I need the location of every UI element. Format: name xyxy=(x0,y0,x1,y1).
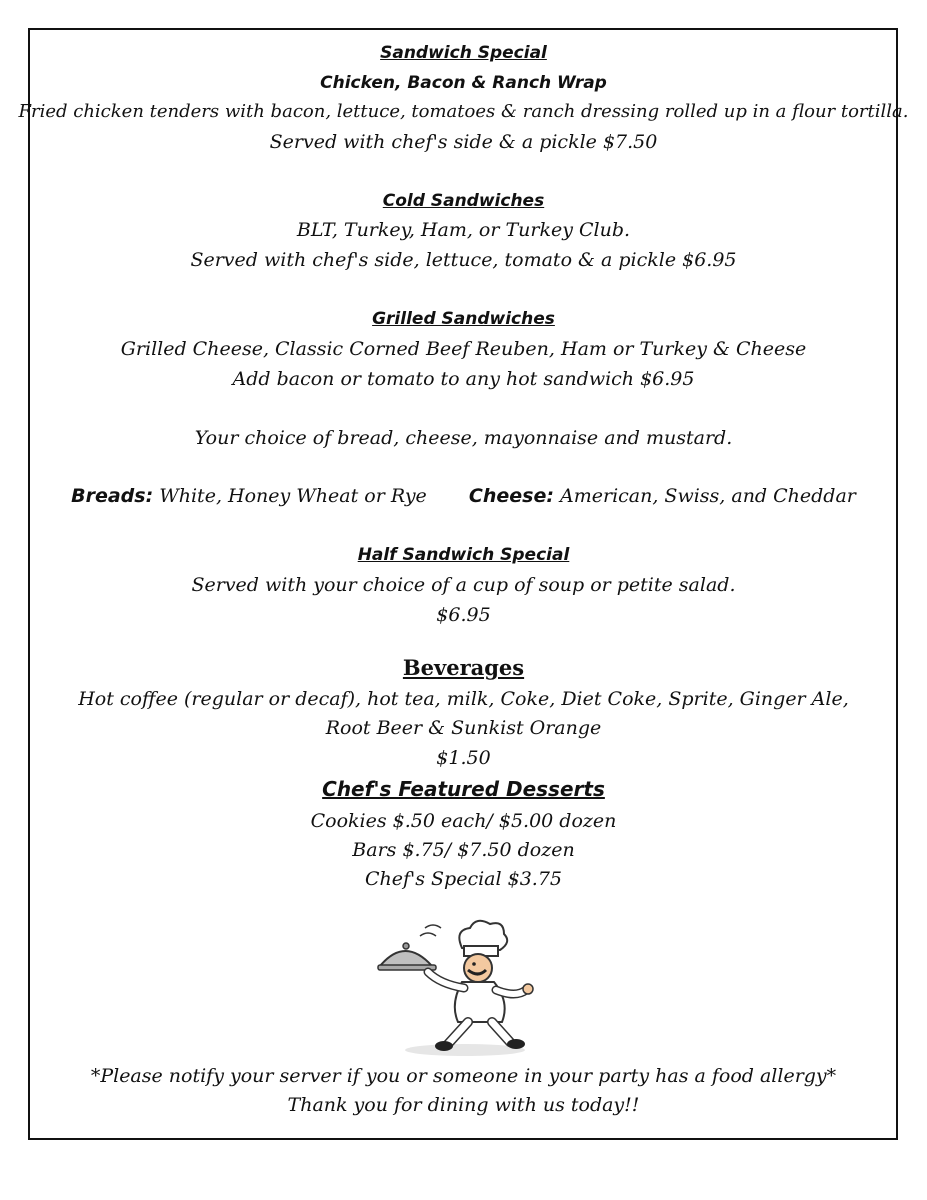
breads-value: White, Honey Wheat or Rye xyxy=(159,485,427,507)
cold-sandwiches-heading: Cold Sandwiches xyxy=(382,191,545,211)
sandwich-special-served: Served with chef's side & a pickle $7.50 xyxy=(269,131,658,153)
grilled-sandwiches-addon: Add bacon or tomato to any hot sandwich $6.95 xyxy=(232,368,695,390)
half-sandwich-description: Served with your choice of a cup of soup or petite salad. xyxy=(191,574,736,596)
chef-carrying-platter-icon xyxy=(370,918,540,1058)
dessert-item: Bars $.75/ $7.50 dozen xyxy=(352,839,575,861)
sandwich-special-description: Fried chicken tenders with bacon, lettuce, tomatoes & ranch dressing rolled up in a flour tortilla. xyxy=(18,101,909,122)
beverages-line1: Hot coffee (regular or decaf), hot tea, milk, Coke, Diet Coke, Sprite, Ginger Ale, xyxy=(78,688,849,710)
sandwich-special-name: Chicken, Bacon & Ranch Wrap xyxy=(320,73,607,93)
thank-you-note: Thank you for dining with us today!! xyxy=(287,1094,640,1116)
grilled-sandwiches-items: Grilled Cheese, Classic Corned Beef Reuben, Ham or Turkey & Cheese xyxy=(120,338,807,360)
dessert-item: Chef's Special $3.75 xyxy=(364,868,563,890)
dessert-item: Cookies $.50 each/ $5.00 dozen xyxy=(310,810,617,832)
beverages-line2: Root Beer & Sunkist Orange xyxy=(325,717,602,739)
cheese-value: American, Swiss, and Cheddar xyxy=(560,485,856,507)
allergy-notice: *Please notify your server if you or someone in your party has a food allergy* xyxy=(90,1065,837,1087)
cold-sandwiches-items: BLT, Turkey, Ham, or Turkey Club. xyxy=(296,219,631,241)
breads-label: Breads: xyxy=(71,485,154,507)
half-sandwich-heading: Half Sandwich Special xyxy=(357,545,570,565)
desserts-heading: Chef's Featured Desserts xyxy=(322,777,605,801)
sandwich-special-heading: Sandwich Special xyxy=(380,43,547,63)
cold-sandwiches-served: Served with chef's side, lettuce, tomato & a pickle $6.95 xyxy=(190,249,737,271)
beverages-price: $1.50 xyxy=(436,747,491,769)
cheese-label: Cheese: xyxy=(468,485,554,507)
choices-intro: Your choice of bread, cheese, mayonnaise and mustard. xyxy=(194,427,733,449)
half-sandwich-price: $6.95 xyxy=(436,604,491,626)
beverages-heading: Beverages xyxy=(402,655,525,680)
grilled-sandwiches-heading: Grilled Sandwiches xyxy=(372,309,555,329)
choices-row xyxy=(0,481,927,511)
